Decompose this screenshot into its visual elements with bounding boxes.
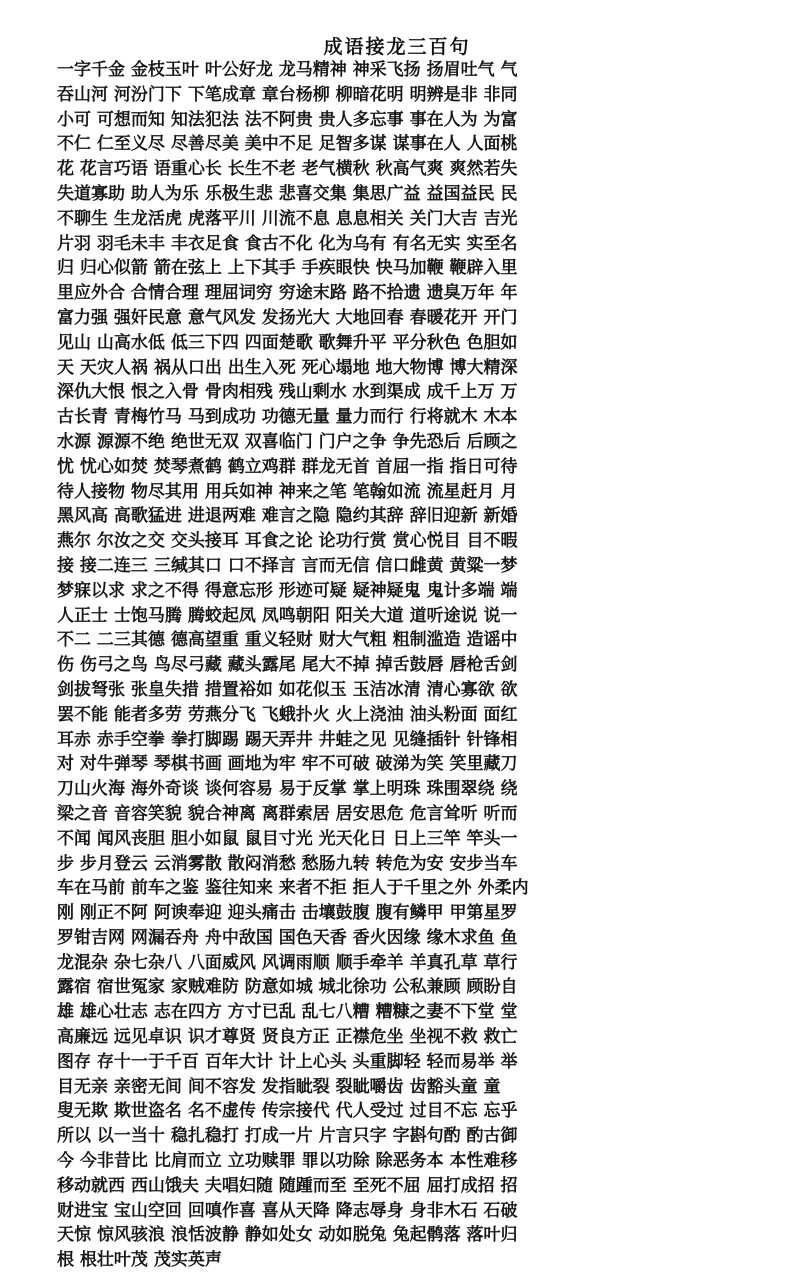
text-line: 剑拔弩张 张皇失措 措置裕如 如花似玉 玉洁冰清 清心寡欲 欲 [57, 679, 518, 700]
text-line: 梦寐以求 求之不得 得意忘形 形迹可疑 疑神疑鬼 鬼计多端 端 [57, 580, 518, 601]
idiom-chain-text [57, 58, 777, 1273]
text-line: 罢不能 能者多劳 劳燕分飞 飞蛾扑火 火上浇油 油头粉面 面红 [57, 704, 518, 725]
text-line: 目无亲 亲密无间 间不容发 发指眦裂 裂眦嚼齿 齿豁头童 童 [57, 1076, 501, 1097]
text-line: 黑风高 高歌猛进 进退两难 难言之隐 隐约其辞 辞旧迎新 新婚 [57, 506, 518, 527]
text-line: 车在马前 前车之鉴 鉴往知来 来者不拒 拒人于千里之外 外柔内 [57, 878, 529, 899]
text-line: 刚 刚正不阿 阿谀奉迎 迎头痛击 击壤鼓腹 腹有鳞甲 甲第星罗 [57, 903, 518, 924]
text-line: 片羽 羽毛未丰 丰衣足食 食古不化 化为乌有 有名无实 实至名 [57, 233, 518, 254]
text-line: 图存 存十一于千百 百年大计 计上心头 头重脚轻 轻而易举 举 [57, 1051, 518, 1072]
text-line: 刀山火海 海外奇谈 谈何容易 易于反掌 掌上明珠 珠围翠绕 绕 [57, 779, 518, 800]
text-line: 今 今非昔比 比肩而立 立功赎罪 罪以功除 除恶务本 本性难移 [57, 1151, 518, 1172]
text-line: 对 对牛弹琴 琴棋书画 画地为牢 牢不可破 破涕为笑 笑里藏刀 [57, 754, 518, 775]
text-line: 财进宝 宝山空回 回嗔作喜 喜从天降 降志辱身 身非木石 石破 [57, 1200, 518, 1221]
text-line: 一字千金 金枝玉叶 叶公好龙 龙马精神 神采飞扬 扬眉吐气 气 [57, 60, 518, 80]
text-line: 古长青 青梅竹马 马到成功 功德无量 量力而行 行将就木 木本 [57, 407, 518, 428]
text-line: 伤 伤弓之鸟 鸟尽弓藏 藏头露尾 尾大不掉 掉舌鼓唇 唇枪舌剑 [57, 655, 518, 676]
text-line: 移动就西 西山饿夫 夫唱妇随 随踵而至 至死不屈 屈打成招 招 [57, 1175, 518, 1196]
text-line: 燕尔 尔汝之交 交头接耳 耳食之论 论功行赏 赏心悦目 目不暇 [57, 531, 518, 552]
text-line: 待人接物 物尽其用 用兵如神 神来之笔 笔翰如流 流星赶月 月 [57, 481, 518, 502]
text-line: 天惊 惊风骇浪 浪恬波静 静如处女 动如脱兔 兔起鹘落 落叶归 [57, 1225, 518, 1246]
text-line: 富力强 强奸民意 意气风发 发扬光大 大地回春 春暖花开 开门 [57, 307, 518, 328]
text-line: 忧 忧心如焚 焚琴煮鹤 鹤立鸡群 群龙无首 首屈一指 指日可待 [57, 456, 518, 477]
text-line: 归 归心似箭 箭在弦上 上下其手 手疾眼快 快马加鞭 鞭辟入里 [57, 258, 518, 279]
text-line: 雄 雄心壮志 志在四方 方寸已乱 乱七八糟 糟糠之妻不下堂 堂 [57, 1002, 518, 1023]
text-line: 失道寡助 助人为乐 乐极生悲 悲喜交集 集思广益 益国益民 民 [57, 183, 518, 204]
text-line: 步 步月登云 云消雾散 散闷消愁 愁肠九转 转危为安 安步当车 [57, 853, 518, 874]
text-line: 罗钳吉网 网漏吞舟 舟中敌国 国色天香 香火因缘 缘木求鱼 鱼 [57, 927, 518, 948]
text-line: 吞山河 河汾门下 下笔成章 章台杨柳 柳暗花明 明辨是非 非同 [57, 84, 518, 105]
text-line: 里应外合 合情合理 理屈词穷 穷途末路 路不拾遗 遗臭万年 年 [57, 283, 518, 304]
text-line: 不仁 仁至义尽 尽善尽美 美中不足 足智多谋 谋事在人 人面桃 [57, 134, 518, 155]
text-line: 露宿 宿世冤家 家贼难防 防意如城 城北徐功 公私兼顾 顾盼自 [57, 977, 518, 998]
text-line: 见山 山高水低 低三下四 四面楚歌 歌舞升平 平分秋色 色胆如 [57, 332, 518, 353]
text-line: 水源 源源不绝 绝世无双 双喜临门 门户之争 争先恐后 后顾之 [57, 431, 518, 452]
text-line: 不闻 闻风丧胆 胆小如鼠 鼠目寸光 光天化日 日上三竿 竿头一 [57, 828, 518, 849]
text-line: 所以 以一当十 稳扎稳打 打成一片 片言只字 字斟句酌 酌古御 [57, 1126, 518, 1147]
text-line: 高廉远 远见卓识 识才尊贤 贤良方正 正襟危坐 坐视不救 救亡 [57, 1027, 518, 1048]
text-line: 龙混杂 杂七杂八 八面威风 风调雨顺 顺手牵羊 羊真孔草 草行 [57, 952, 518, 973]
text-line: 花 花言巧语 语重心长 长生不老 老气横秋 秋高气爽 爽然若失 [57, 159, 518, 180]
text-line: 不二 二三其德 德高望重 重义轻财 财大气粗 粗制滥造 造谣中 [57, 630, 518, 651]
document-title: 成语接龙三百句 [323, 36, 471, 58]
text-line: 不聊生 生龙活虎 虎落平川 川流不息 息息相关 关门大吉 吉光 [57, 208, 518, 229]
text-line: 天 天灾人祸 祸从口出 出生入死 死心塌地 地大物博 博大精深 [57, 357, 518, 378]
text-line: 小可 可想而知 知法犯法 法不阿贵 贵人多忘事 事在人为 为富 [57, 109, 518, 130]
text-line: 叟无欺 欺世盗名 名不虚传 传宗接代 代人受过 过目不忘 忘乎 [57, 1101, 518, 1122]
text-line: 深仇大恨 恨之入骨 骨肉相残 残山剩水 水到渠成 成千上万 万 [57, 382, 518, 403]
text-line: 耳赤 赤手空拳 拳打脚踢 踢天弄井 井蛙之见 见缝插针 针锋相 [57, 729, 518, 750]
text-line: 人正士 士饱马腾 腾蛟起凤 凤鸣朝阳 阳关大道 道听途说 说一 [57, 605, 518, 626]
text-line: 梁之音 音容笑貌 貌合神离 离群索居 居安思危 危言耸听 听而 [57, 803, 518, 824]
text-line: 根 根壮叶茂 茂实英声 [57, 1250, 222, 1271]
text-line: 接 接二连三 三缄其口 口不择言 言而无信 信口雌黄 黄粱一梦 [57, 555, 518, 576]
